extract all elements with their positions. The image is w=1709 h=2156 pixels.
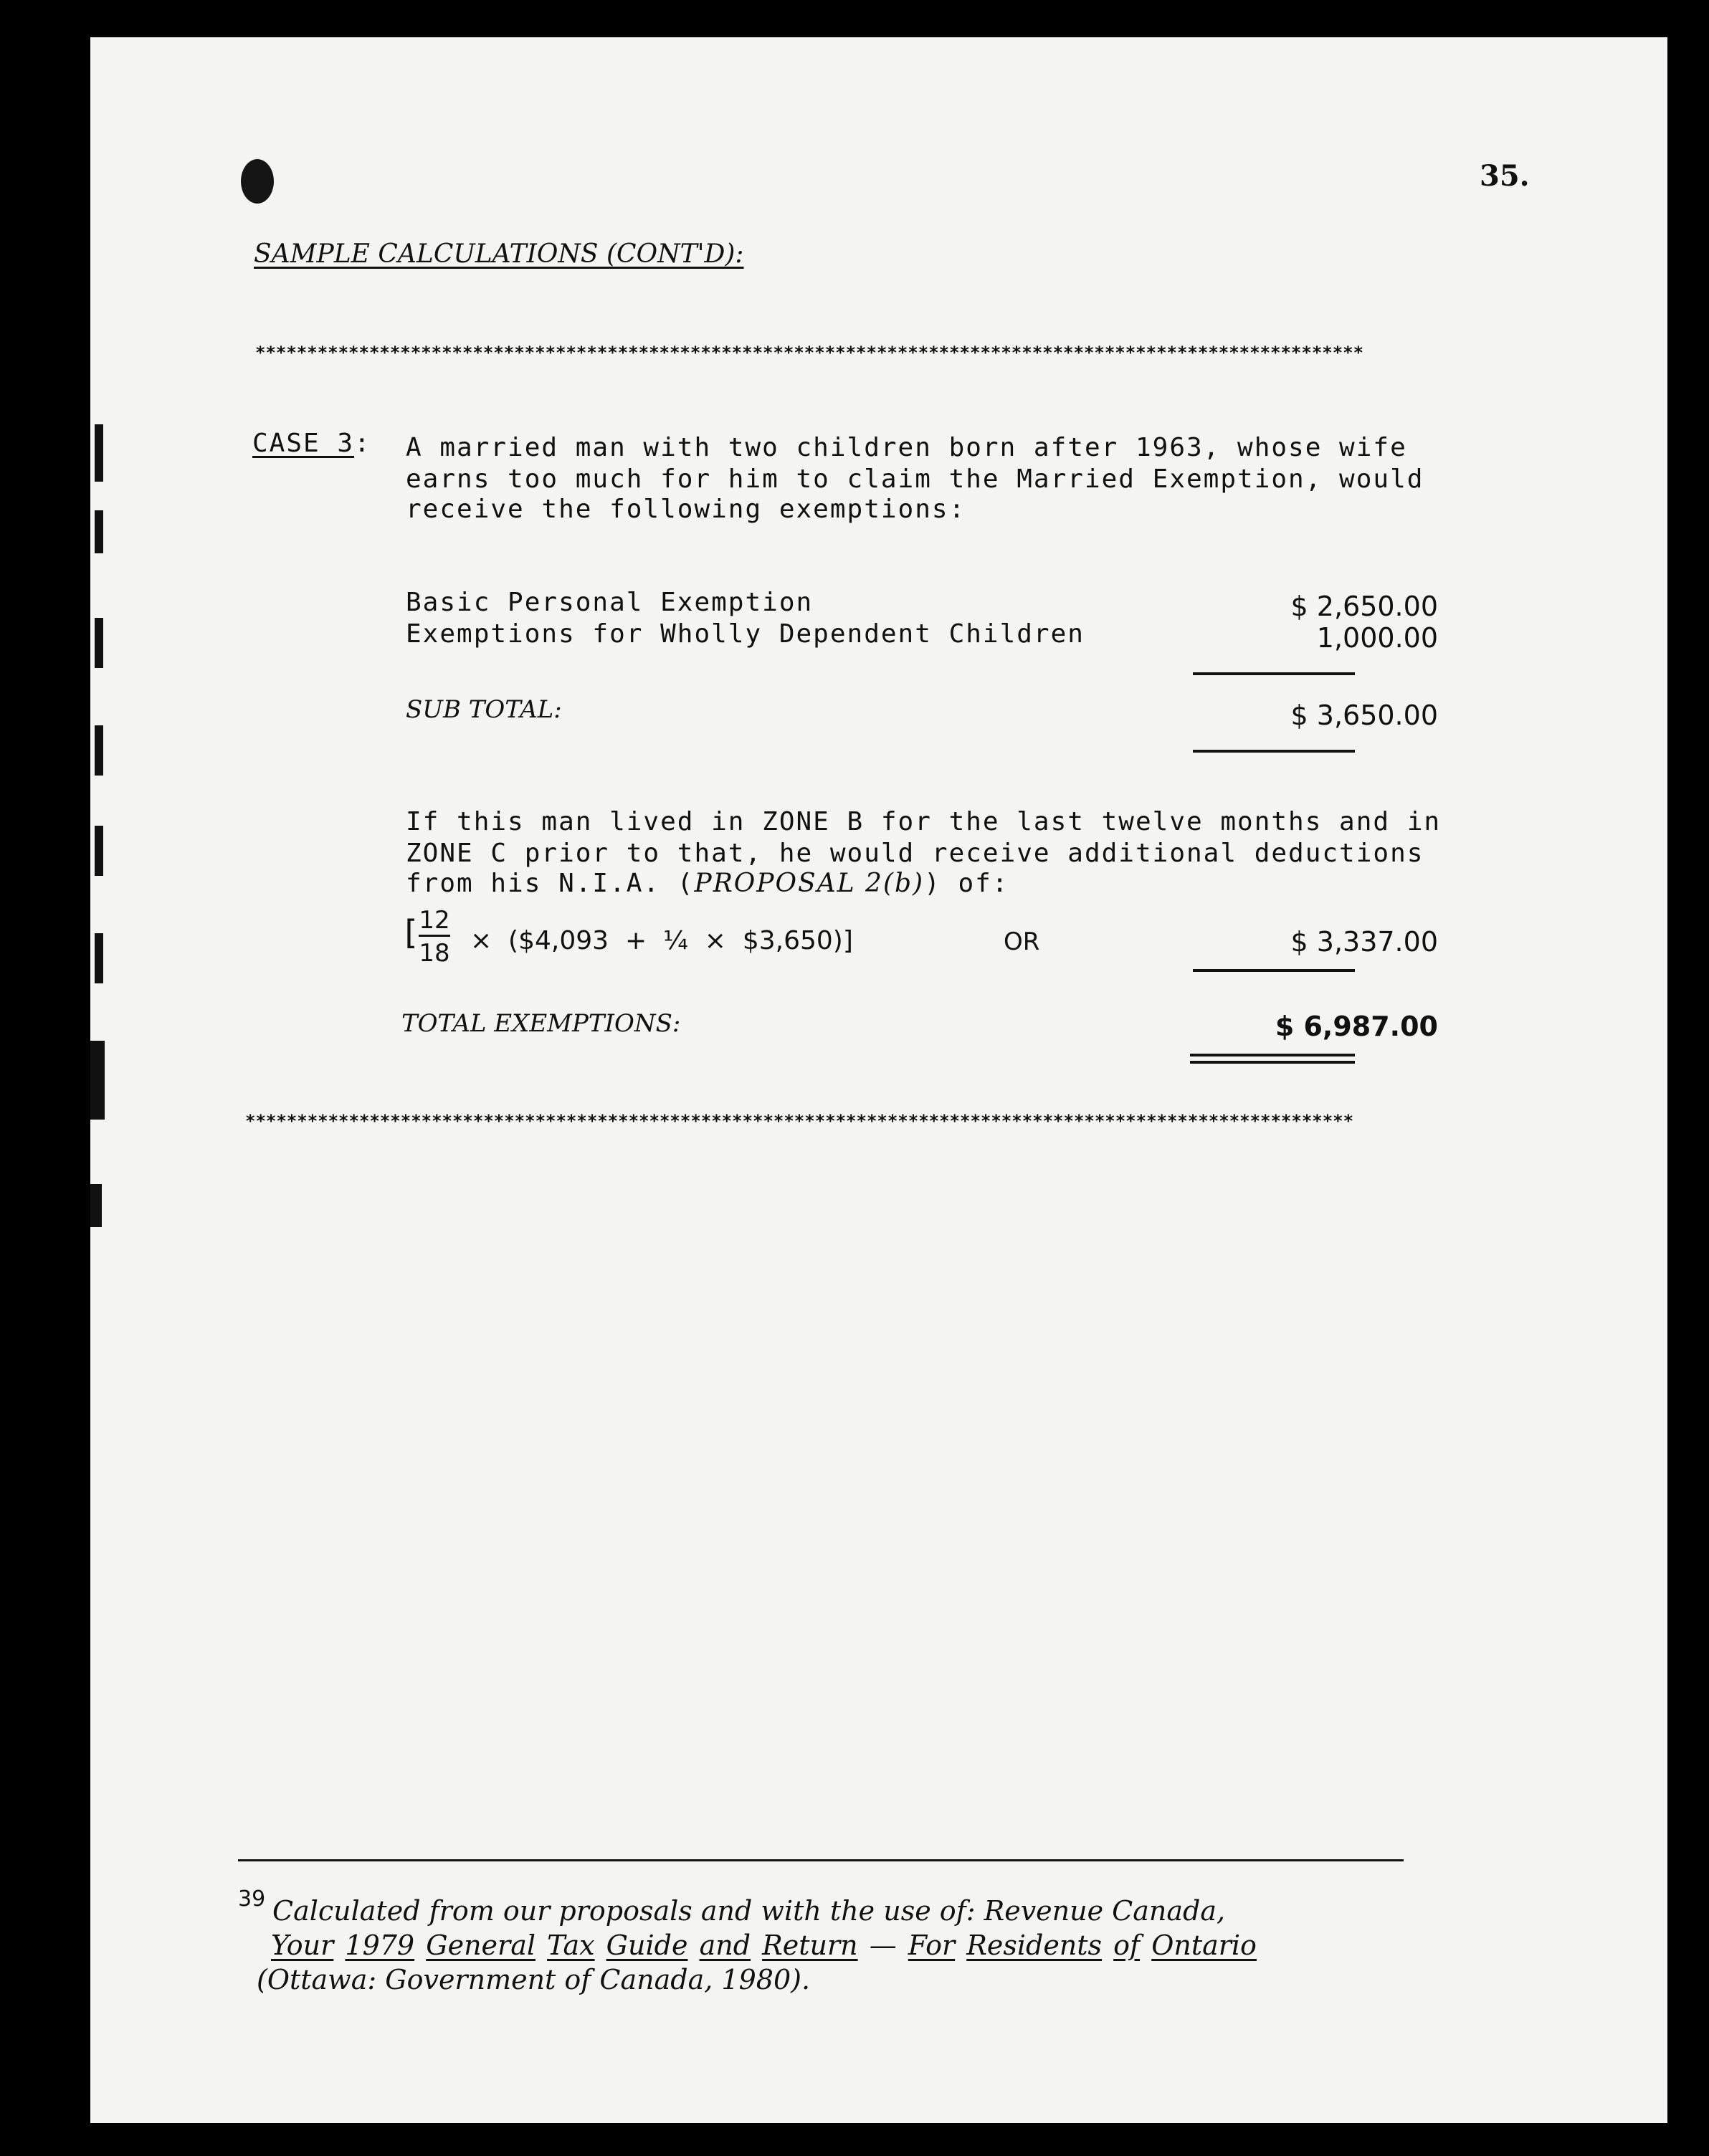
zone-line-2: ZONE C prior to that, he would receive additional deductions — [406, 839, 1424, 868]
ink-blot — [241, 159, 274, 204]
exemption-amount: $ 2,650.00 — [1290, 591, 1438, 622]
fraction-numerator: 12 — [419, 906, 450, 937]
total-double-rule-bottom — [1190, 1061, 1355, 1064]
exemption-label: Exemptions for Wholly Dependent Children — [406, 619, 1085, 649]
zone-line-1: If this man lived in ZONE B for the last twelve months and in — [406, 807, 1442, 836]
star-divider-bottom: *********************************************************************************************************** — [245, 1111, 1354, 1131]
binding-mark — [95, 725, 103, 776]
binding-mark — [90, 1184, 102, 1227]
case-label: CASE 3 — [252, 429, 355, 458]
footnote-number: 39 — [238, 1886, 266, 1912]
case-line-1: A married man with two children born after 1963, whose wife — [406, 433, 1407, 462]
case-colon: : — [354, 429, 371, 458]
formula-amount: $ 3,337.00 — [1290, 926, 1438, 958]
formula-expression: × ($4,093 + ¼ × $3,650)] — [470, 926, 853, 955]
subtotal-amount: $ 3,650.00 — [1290, 700, 1438, 731]
binding-mark — [95, 933, 103, 983]
proposal-reference: PROPOSAL 2(b) — [694, 869, 925, 898]
binding-mark — [95, 510, 103, 553]
case-line-3: receive the following exemptions: — [406, 495, 966, 524]
zone-line-3 — [406, 869, 1009, 898]
subtotal-label: SUB TOTAL: — [406, 695, 562, 724]
case-label-row — [252, 429, 371, 458]
footnote-rule — [238, 1859, 1404, 1861]
page-number: 35. — [1480, 159, 1530, 193]
exemption-label: Basic Personal Exemption — [406, 588, 814, 617]
binding-mark — [95, 826, 103, 876]
total-amount: $ 6,987.00 — [1275, 1011, 1438, 1042]
section-heading: SAMPLE CALCULATIONS (CONT'D): — [254, 239, 744, 269]
total-double-rule-top — [1190, 1054, 1355, 1056]
case-line-2: earns too much for him to claim the Married Exemption, would — [406, 464, 1424, 494]
formula-rule — [1193, 969, 1355, 972]
footnote-line-2: Your 1979 General Tax Guide and Return — For Residents of Ontario — [271, 1930, 1257, 1961]
binding-mark — [95, 424, 103, 482]
binding-mark — [90, 1041, 105, 1120]
exemption-amount: 1,000.00 — [1316, 622, 1438, 654]
star-divider-top: *********************************************************************************************************** — [255, 343, 1364, 363]
zone-line-3-prefix: from his N.I.A. ( — [406, 869, 695, 898]
formula-or: OR — [1004, 927, 1040, 956]
sum-rule — [1193, 672, 1355, 675]
fraction-denominator: 18 — [419, 939, 450, 968]
binding-mark — [95, 618, 103, 668]
footnote-line-1: Calculated from our proposals and with the use of: Revenue Canada, — [272, 1895, 1226, 1927]
footnote-line-3: (Ottawa: Government of Canada, 1980). — [257, 1964, 811, 1995]
formula-open-bracket: [ — [400, 913, 420, 952]
subtotal-rule — [1193, 750, 1355, 753]
zone-line-3-suffix: ) of: — [924, 869, 1009, 898]
total-label: TOTAL EXEMPTIONS: — [401, 1009, 681, 1038]
document-page — [90, 37, 1667, 2123]
